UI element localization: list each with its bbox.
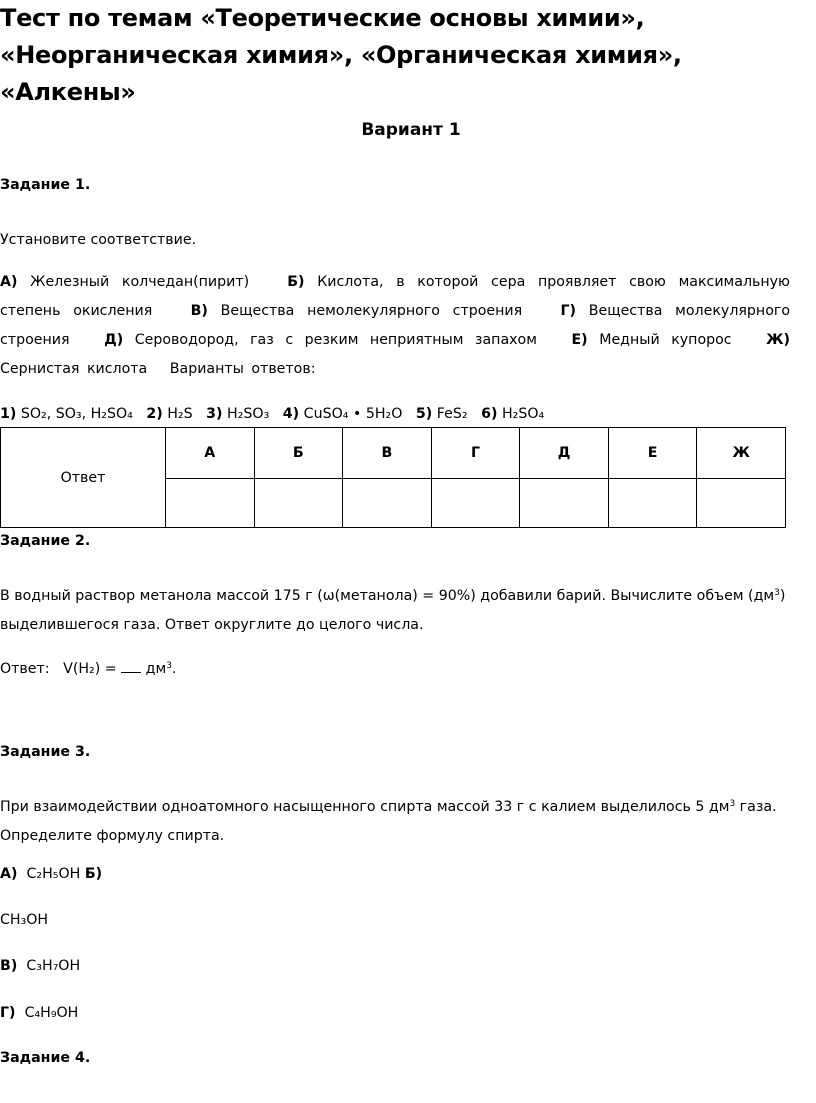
- task1-items: [0, 268, 790, 384]
- answer-blank[interactable]: [121, 658, 141, 673]
- option-formula: CH₃OH: [0, 912, 49, 928]
- option-formula: H₂S: [167, 406, 193, 422]
- task2-text-part: В водный раствор метанола массой 175 г (ω(метанола) = 90%) добавили барий. Вычислите объем (дм: [0, 588, 775, 604]
- item-letter: Ж): [766, 332, 791, 348]
- option-num: 1): [0, 406, 17, 422]
- option-num: 6): [481, 406, 498, 422]
- task1-instruction: Установите соответствие.: [0, 232, 197, 248]
- option-letter: Б): [84, 866, 103, 882]
- options-intro: Варианты ответов:: [169, 361, 316, 377]
- item-text: Сернистая кислота: [0, 361, 148, 377]
- column-header: В: [343, 428, 432, 479]
- item-letter: Б): [287, 274, 305, 290]
- option-formula: CuSO₄ • 5H₂O: [303, 406, 403, 422]
- item-letter: А): [0, 274, 18, 290]
- option-num: 5): [415, 406, 433, 422]
- option-formula: SO₂, SO₃, H₂SO₄: [20, 406, 133, 422]
- answer-cell[interactable]: [254, 479, 343, 528]
- answer-cell[interactable]: [608, 479, 697, 528]
- column-header: Е: [608, 428, 697, 479]
- option-letter: Г): [0, 1005, 16, 1021]
- option-num: 4): [282, 406, 300, 422]
- task2-answer: [0, 655, 790, 684]
- task1-heading: Задание 1.: [0, 177, 91, 193]
- answer-cell[interactable]: [697, 479, 786, 528]
- option-num: 3): [206, 406, 223, 422]
- task1-options: [0, 400, 790, 429]
- item-letter: Д): [104, 332, 124, 348]
- option-letter: В): [0, 958, 18, 974]
- item-letter: В): [190, 303, 208, 319]
- answer-label: Ответ:: [0, 661, 50, 677]
- answer-cell[interactable]: [166, 479, 255, 528]
- task2-heading: Задание 2.: [0, 533, 91, 549]
- task3-option-g: [0, 999, 790, 1028]
- option-formula: H₂SO₄: [502, 406, 545, 422]
- superscript: 3: [166, 661, 172, 671]
- answer-row-label: Ответ: [1, 428, 166, 528]
- option-formula: FeS₂: [436, 406, 468, 422]
- task3-text-part: При взаимодействии одноатомного насыщенного спирта массой 33 г с калием выделилось 5 дм: [0, 799, 730, 815]
- answer-table: [0, 427, 786, 528]
- task2-text: [0, 582, 790, 640]
- answer-unit: дм: [145, 661, 167, 677]
- answer-cell[interactable]: [431, 479, 520, 528]
- answer-cell[interactable]: [520, 479, 609, 528]
- task3-heading: Задание 3.: [0, 744, 91, 760]
- option-formula: H₂SO₃: [227, 406, 270, 422]
- answer-cell[interactable]: [343, 479, 432, 528]
- item-text: Вещества немолекулярного строения: [220, 303, 523, 319]
- task2-text-part: ) выделившегося газа. Ответ округлите до целого числа.: [0, 588, 786, 633]
- task3-option-v: [0, 952, 790, 981]
- task3-option-a-b: [0, 860, 790, 889]
- option-formula: C₄H₉OH: [24, 1005, 79, 1021]
- column-header: Ж: [697, 428, 786, 479]
- column-header: Б: [254, 428, 343, 479]
- answer-formula: V(H₂) =: [63, 661, 117, 677]
- answer-end: .: [171, 661, 177, 677]
- task3-text-part: газа. Определите формулу спирта.: [0, 799, 777, 844]
- item-text: Железный колчедан(пирит): [30, 274, 250, 290]
- item-text: Кислота, в которой сера проявляет свою максимальную степень окисления: [0, 274, 790, 319]
- task3-text: [0, 793, 790, 851]
- table-row: [1, 428, 786, 479]
- item-text: Вещества молекулярного строения: [0, 303, 791, 348]
- column-header: Д: [520, 428, 609, 479]
- option-num: 2): [146, 406, 163, 422]
- task3-option-b-formula: [0, 906, 790, 935]
- item-text: Сероводород, газ с резким неприятным запахом: [134, 332, 537, 348]
- item-letter: Е): [571, 332, 588, 348]
- task4-heading: Задание 4.: [0, 1050, 91, 1066]
- column-header: Г: [431, 428, 520, 479]
- column-header: А: [166, 428, 255, 479]
- item-text: Медный купорос: [599, 332, 732, 348]
- superscript: 3: [774, 588, 780, 598]
- option-formula: C₃H₇OH: [26, 958, 81, 974]
- superscript: 3: [729, 799, 736, 809]
- variant-heading: Вариант 1: [361, 120, 461, 140]
- item-letter: Г): [560, 303, 576, 319]
- option-formula: C₂H₅OH: [26, 866, 81, 882]
- option-letter: А): [0, 866, 18, 882]
- test-title: Тест по темам «Теоретические основы химии», «Неорганическая химия», «Органическая химия», «Алкены»: [0, 4, 682, 106]
